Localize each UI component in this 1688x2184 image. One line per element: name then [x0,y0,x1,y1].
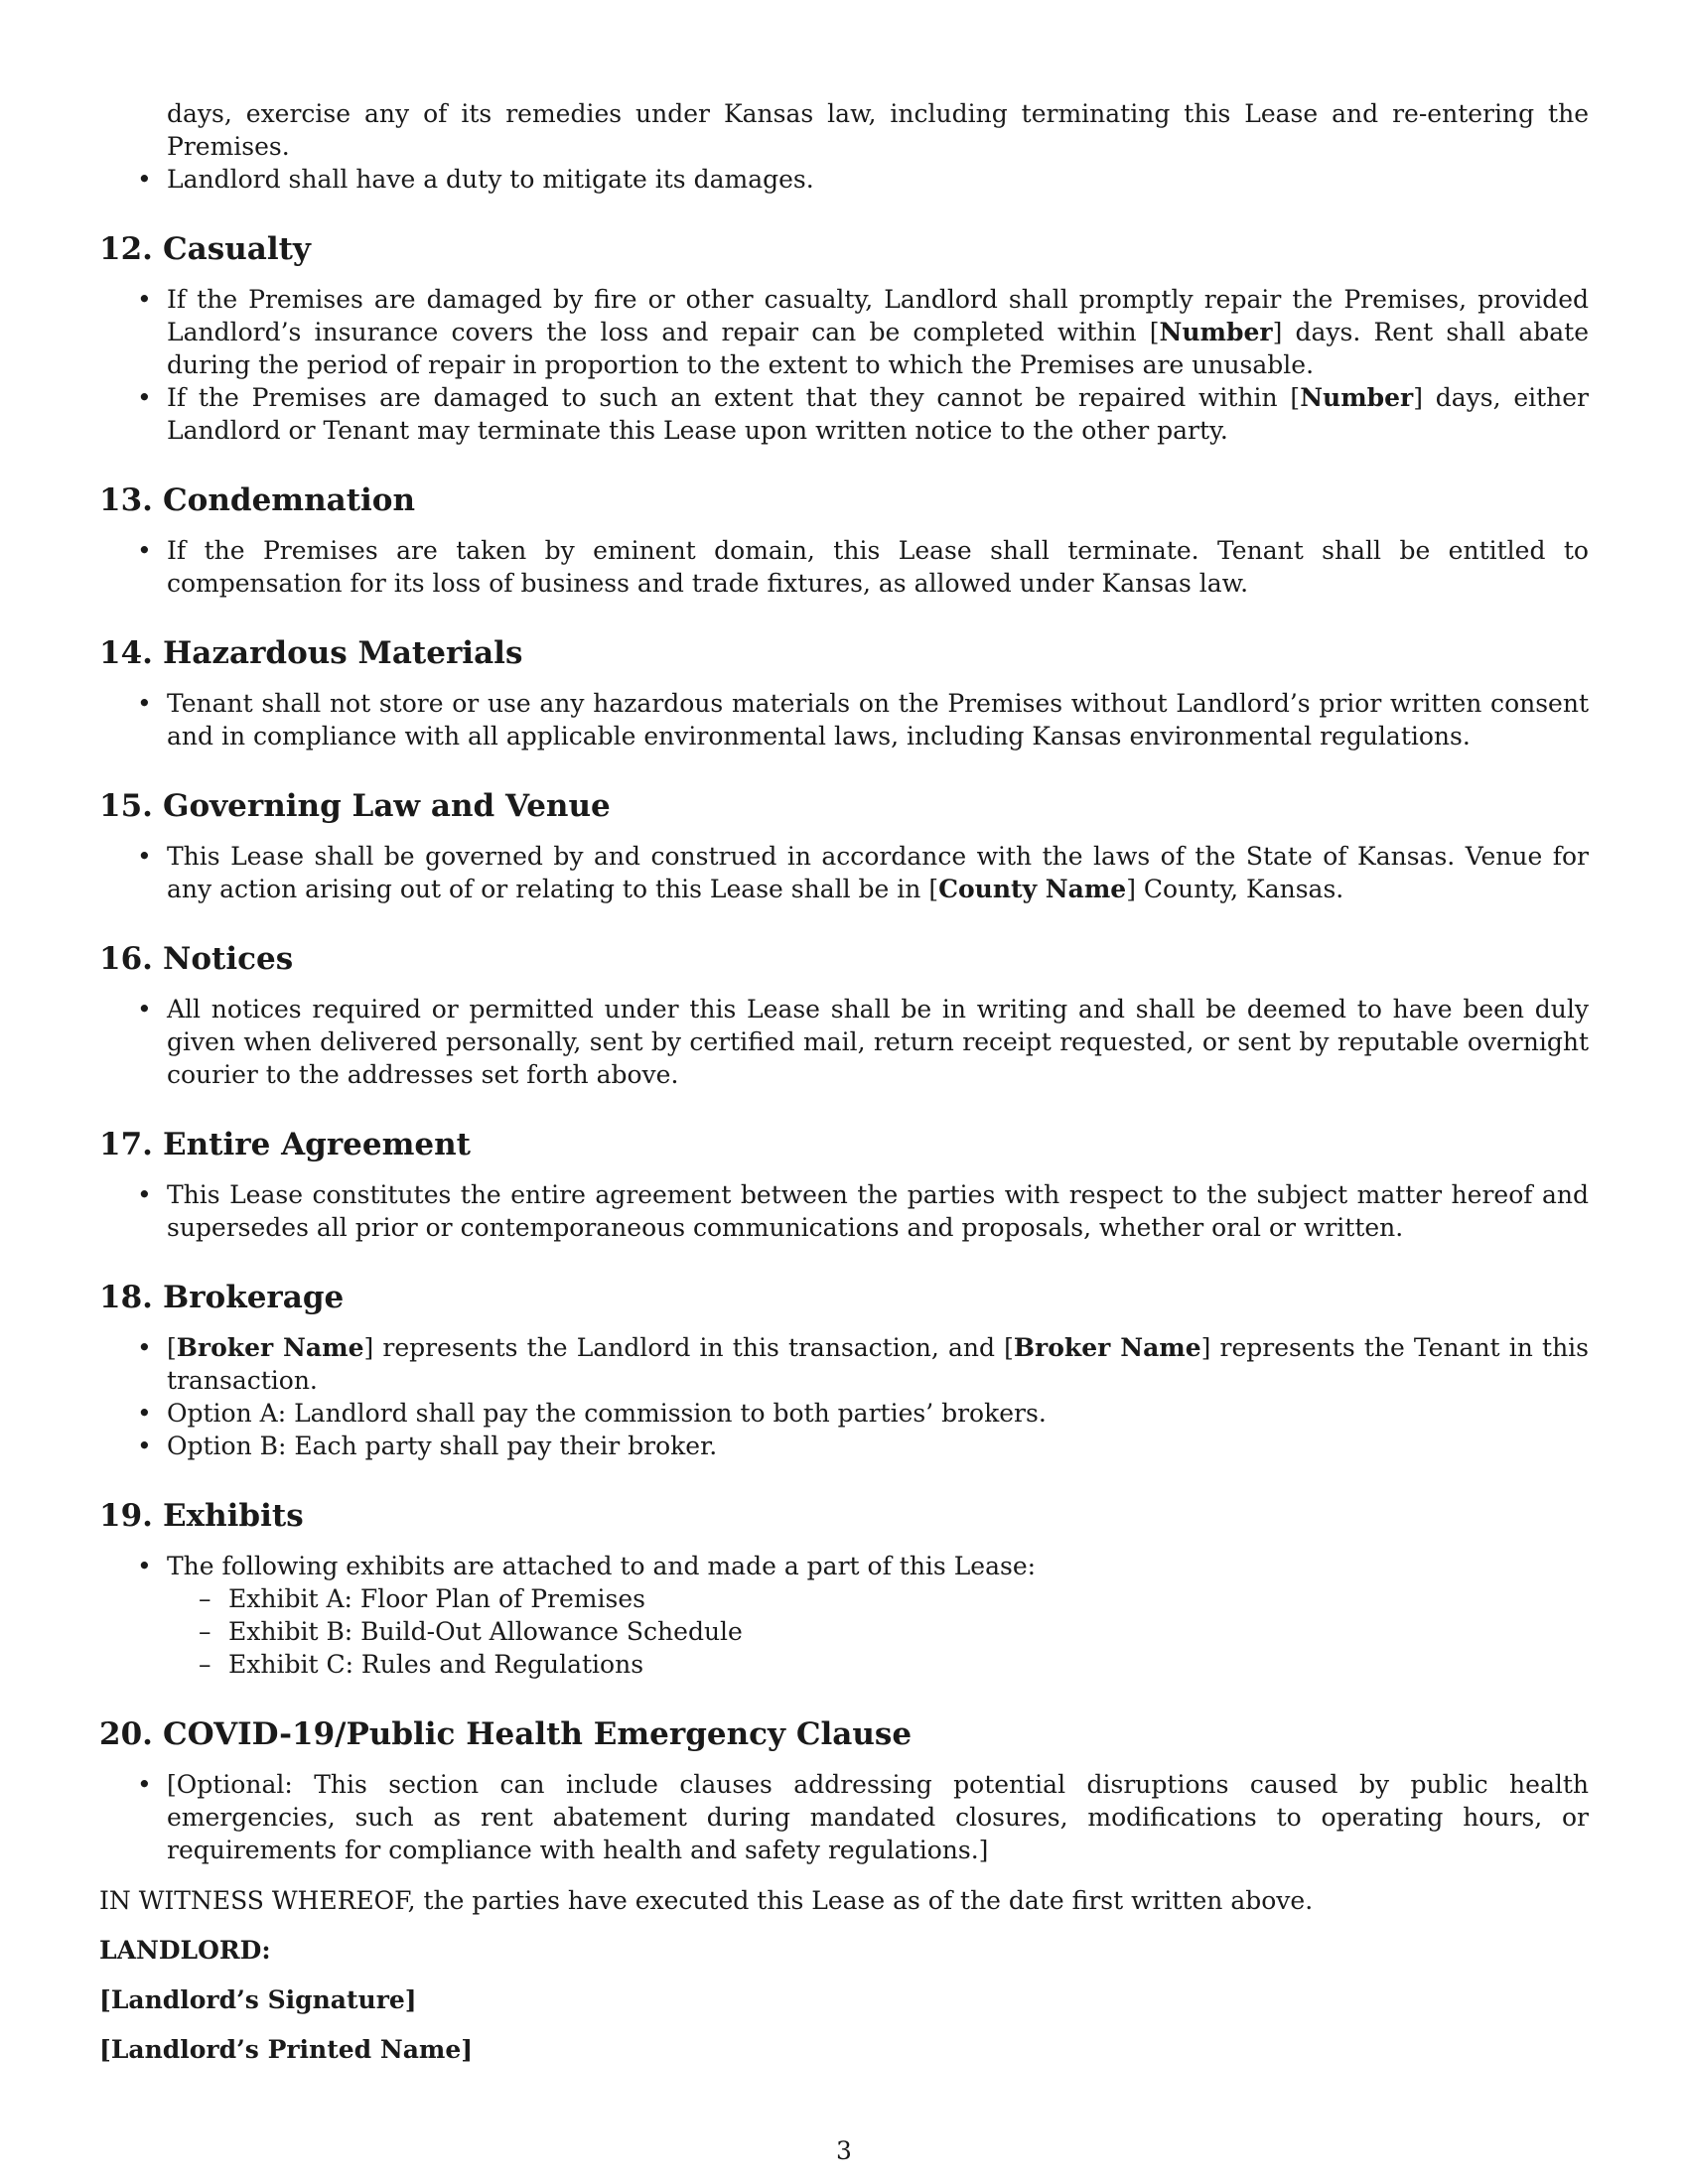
section-number: 16. [99,941,153,977]
section-title: Governing Law and Venue [163,788,611,824]
section-title: Condemnation [163,482,416,518]
section-heading-notices [99,939,1589,979]
notices-list [99,993,1589,1091]
witness-statement: IN WITNESS WHEREOF, the parties have executed this Lease as of the date first written above. [99,1886,1314,1915]
landlord-printed-name-line: [Landlord’s Printed Name] [99,2035,474,2064]
section-number: 14. [99,635,153,671]
exhibit-item: – Exhibit C: Rules and Regulations [167,1648,1589,1681]
list-item: • [Optional: This section can include clauses addressing potential disruptions caused by public health emergencies, such as rent abatement during mandated closures, modifications to operating hours, or requirements for compliance with health and safety regulations.] [99,1768,1589,1866]
section-title: Brokerage [163,1280,345,1315]
list-item [99,283,1589,381]
placeholder-number: Number [1300,383,1414,412]
list-item [99,1331,1589,1397]
placeholder-number: Number [1159,318,1273,346]
list-item [99,381,1589,447]
section-number: 19. [99,1498,153,1534]
list-item [99,163,1589,196]
section-title: Exhibits [163,1498,304,1534]
section-number: 13. [99,482,153,518]
text-run: ] represents the Tenant in this transaction. [167,1333,1590,1395]
page-number: 3 [836,2136,852,2165]
placeholder-broker-name: Broker Name [176,1333,364,1362]
section-heading-exhibits [99,1496,1589,1536]
list-item: • Option B: Each party shall pay their broker. [99,1430,1589,1462]
section-heading-covid-19 [99,1714,1589,1754]
text-run: ] represents the Landlord in this transaction, and [ [363,1333,1014,1362]
section-title: Casualty [163,231,311,267]
hazardous-materials-list [99,687,1589,752]
section-number: 20. [99,1716,153,1752]
landlord-label: LANDLORD: [99,1936,271,1965]
text-run: If the Premises are damaged to such an extent that they cannot be repaired within [ [167,383,1301,412]
condemnation-list [99,534,1589,600]
text-run: [ [167,1333,177,1362]
section-number: 17. [99,1127,153,1162]
list-item [99,97,1589,163]
list-item [99,840,1589,905]
landlord-signature-line: [Landlord’s Signature] [99,1985,417,2014]
section-number: 12. [99,231,153,267]
lease-page [99,97,1589,2066]
list-item: • This Lease constitutes the entire agreement between the parties with respect to the subject matter hereof and supersedes all prior or contemporaneous communications and proposals, whether oral or written. [99,1178,1589,1244]
list-item: • Tenant shall not store or use any hazardous materials on the Premises without Landlord’s prior written consent and in compliance with all applicable environmental laws, including Kansas environmental regulations. [99,687,1589,752]
section-number: 15. [99,788,153,824]
list-item-text: The following exhibits are attached to and made a part of this Lease: [167,1552,1037,1580]
covid-19-list [99,1768,1589,1866]
placeholder-county-name: County Name [938,875,1127,903]
list-item [99,1550,1589,1681]
continued-list [99,97,1589,196]
casualty-list [99,283,1589,447]
text-run: If the Premises are damaged by fire or other casualty, Landlord shall promptly repair the Premises, provided Landlord’s insurance covers the loss and repair can be completed within [ [167,285,1589,346]
list-item: • Option A: Landlord shall pay the commission to both parties’ brokers. [99,1397,1589,1430]
exhibit-sublist [167,1582,1589,1681]
text-run: This Lease shall be governed by and construed in accordance with the laws of the State of Kansas. Venue for any action arising out of or relating to this Lease shall be in [ [167,842,1589,903]
exhibits-list [99,1550,1589,1681]
placeholder-broker-name: Broker Name [1013,1333,1201,1362]
section-heading-casualty [99,229,1589,269]
section-heading-governing-law [99,786,1589,826]
exhibit-item: – Exhibit A: Floor Plan of Premises [167,1582,1589,1615]
continued-text: days, exercise any of its remedies under Kansas law, including terminating this Lease and re-entering the Premises. [167,99,1589,161]
brokerage-list [99,1331,1589,1462]
list-item-text: Landlord shall have a duty to mitigate its damages. [167,165,814,194]
section-heading-hazardous-materials [99,633,1589,673]
section-title: COVID-19/Public Health Emergency Clause [163,1716,913,1752]
text-run: ] days, either Landlord or Tenant may terminate this Lease upon written notice to the other party. [167,383,1590,445]
section-title: Notices [163,941,294,977]
section-heading-entire-agreement [99,1125,1589,1164]
list-item: • If the Premises are taken by eminent domain, this Lease shall terminate. Tenant shall be entitled to compensation for its loss of business and trade fixtures, as allowed under Kansas law. [99,534,1589,600]
exhibit-item: – Exhibit B: Build-Out Allowance Schedule [167,1615,1589,1648]
text-run: ] days. Rent shall abate during the period of repair in proportion to the extent to which the Premises are unusable. [167,318,1589,379]
section-title: Hazardous Materials [163,635,523,671]
governing-law-list [99,840,1589,905]
section-heading-brokerage [99,1278,1589,1317]
list-item: • All notices required or permitted under this Lease shall be in writing and shall be deemed to have been duly given when delivered personally, sent by certified mail, return receipt requested, or sent by reputable overnight courier to the addresses set forth above. [99,993,1589,1091]
section-title: Entire Agreement [163,1127,471,1162]
text-run: ] County, Kansas. [1126,875,1344,903]
section-number: 18. [99,1280,153,1315]
entire-agreement-list [99,1178,1589,1244]
section-heading-condemnation [99,480,1589,520]
